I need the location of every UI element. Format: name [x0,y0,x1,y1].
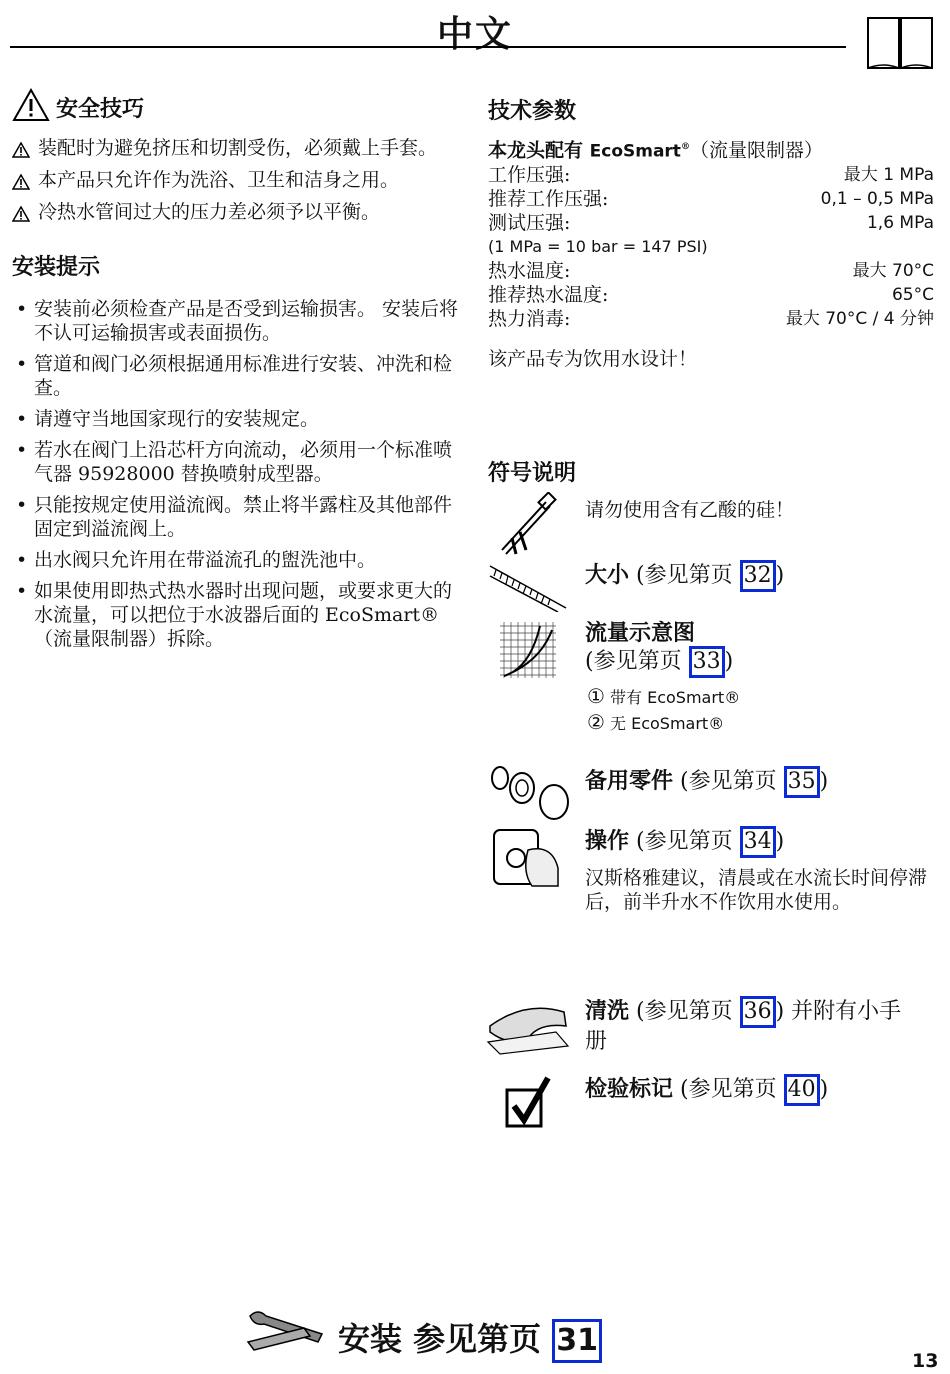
spec-row: 工作压强: 最大 1 MPa [488,164,934,187]
symbols-title: 符号说明 [488,460,577,486]
spec-row: 推荐热水温度: 65°C [488,284,934,307]
flow-option: ① 带有 EcoSmart® [587,684,741,708]
list-item: • 请遵守当地国家现行的安装规定。 [12,407,467,431]
list-item: • 若水在阀门上沿芯杆方向流动，必须用一个标准喷气器 95928000 替换喷射成型器。 [12,438,467,486]
safety-item: 装配时为避免挤压和切割受伤，必须戴上手套。 [12,136,467,160]
install-hints-section [12,250,467,658]
operation-ref: 操作 (参见第页 34 ) [585,824,784,858]
install-hints-title: 安装提示 [12,254,101,280]
tech-title: 技术参数 [488,98,577,124]
page-link-36[interactable]: 36 [740,996,776,1028]
warning-triangle-icon [12,88,50,126]
safety-title: 安全技巧 [56,95,145,122]
list-item: • 只能按规定使用溢流阀。禁止将半露柱及其他部件固定到溢流阀上。 [12,493,467,541]
silicone-warning: 请勿使用含有乙酸的硅！ [585,499,795,521]
install-footer: 安装 参见第页 31 [338,1314,602,1363]
safety-item: 冷热水管间过大的压力差必须予以平衡。 [12,200,467,224]
safety-item: 本产品只允许作为洗浴、卫生和洁身之用。 [12,168,467,192]
page-number: 13 [912,1350,939,1372]
warning-small-icon [12,140,30,164]
wrench-tools-icon [244,1306,328,1358]
cleaning-hand-icon [486,992,570,1060]
list-item: • 出水阀只允许用在带溢流孔的盥洗池中。 [12,548,467,572]
silicone-gun-icon [496,492,558,562]
ruler-icon [488,562,568,616]
tech-section [488,94,934,371]
flow-chart-icon [500,622,556,682]
warning-small-icon [12,172,30,196]
page-link-34[interactable]: 34 [740,826,776,858]
open-book-icon [866,14,934,76]
list-item: • 管道和阀门必须根据通用标准进行安装、冲洗和检查。 [12,352,467,400]
page-link-32[interactable]: 32 [740,560,776,592]
spare-ref: 备用零件 (参见第页 35 ) [585,764,828,798]
page-link-33[interactable]: 33 [689,646,725,678]
flow-options [587,684,740,736]
page-link-31[interactable]: 31 [552,1319,602,1363]
header-rule [10,46,846,48]
list-item: • 安装前必须检查产品是否受到运输损害。 安装后将不认可运输损害或表面损伤。 [12,297,467,345]
list-item: • 如果使用即热式热水器时出现问题，或要求更大的水流量，可以把位于水波器后面的 EcoSmart® （流量限制器）拆除。 [12,579,467,651]
flow-option: ② 无 EcoSmart® [587,710,725,734]
page-link-35[interactable]: 35 [784,766,820,798]
spec-table [488,163,934,331]
spec-row: 热水温度: 最大 70°C [488,260,934,283]
spec-row: 测试压强: 1,6 MPa [488,212,934,235]
flow-ref: 流量示意图 (参见第页 33 ) [585,620,733,678]
spare-parts-icon [488,760,574,826]
spec-row: 推荐工作压强: 0,1 – 0,5 MPa [488,188,934,211]
page-title: 中文 [436,13,513,55]
tech-note: 该产品专为饮用水设计！ [488,348,698,371]
operation-text: 汉斯格雅建议，清晨或在水流长时间停滞后，前半升水不作饮用水使用。 [585,867,928,913]
tech-intro: 本龙头配有 EcoSmart®（流量限制器） [488,139,823,162]
hand-knob-icon [492,824,562,892]
size-ref: 大小 (参见第页 32 ) [585,558,784,592]
cleaning-ref: 清洗 (参见第页 36 ) 并附有小手册 [585,998,902,1054]
checkmark-box-icon [504,1076,552,1134]
page-link-40[interactable]: 40 [784,1074,820,1106]
spec-row: (1 MPa = 10 bar = 147 PSI) [488,237,708,257]
safety-section [12,88,467,232]
spec-row: 热力消毒: 最大 70°C / 4 分钟 [488,308,934,331]
test-ref: 检验标记 (参见第页 40 ) [585,1072,828,1106]
warning-small-icon [12,204,30,228]
